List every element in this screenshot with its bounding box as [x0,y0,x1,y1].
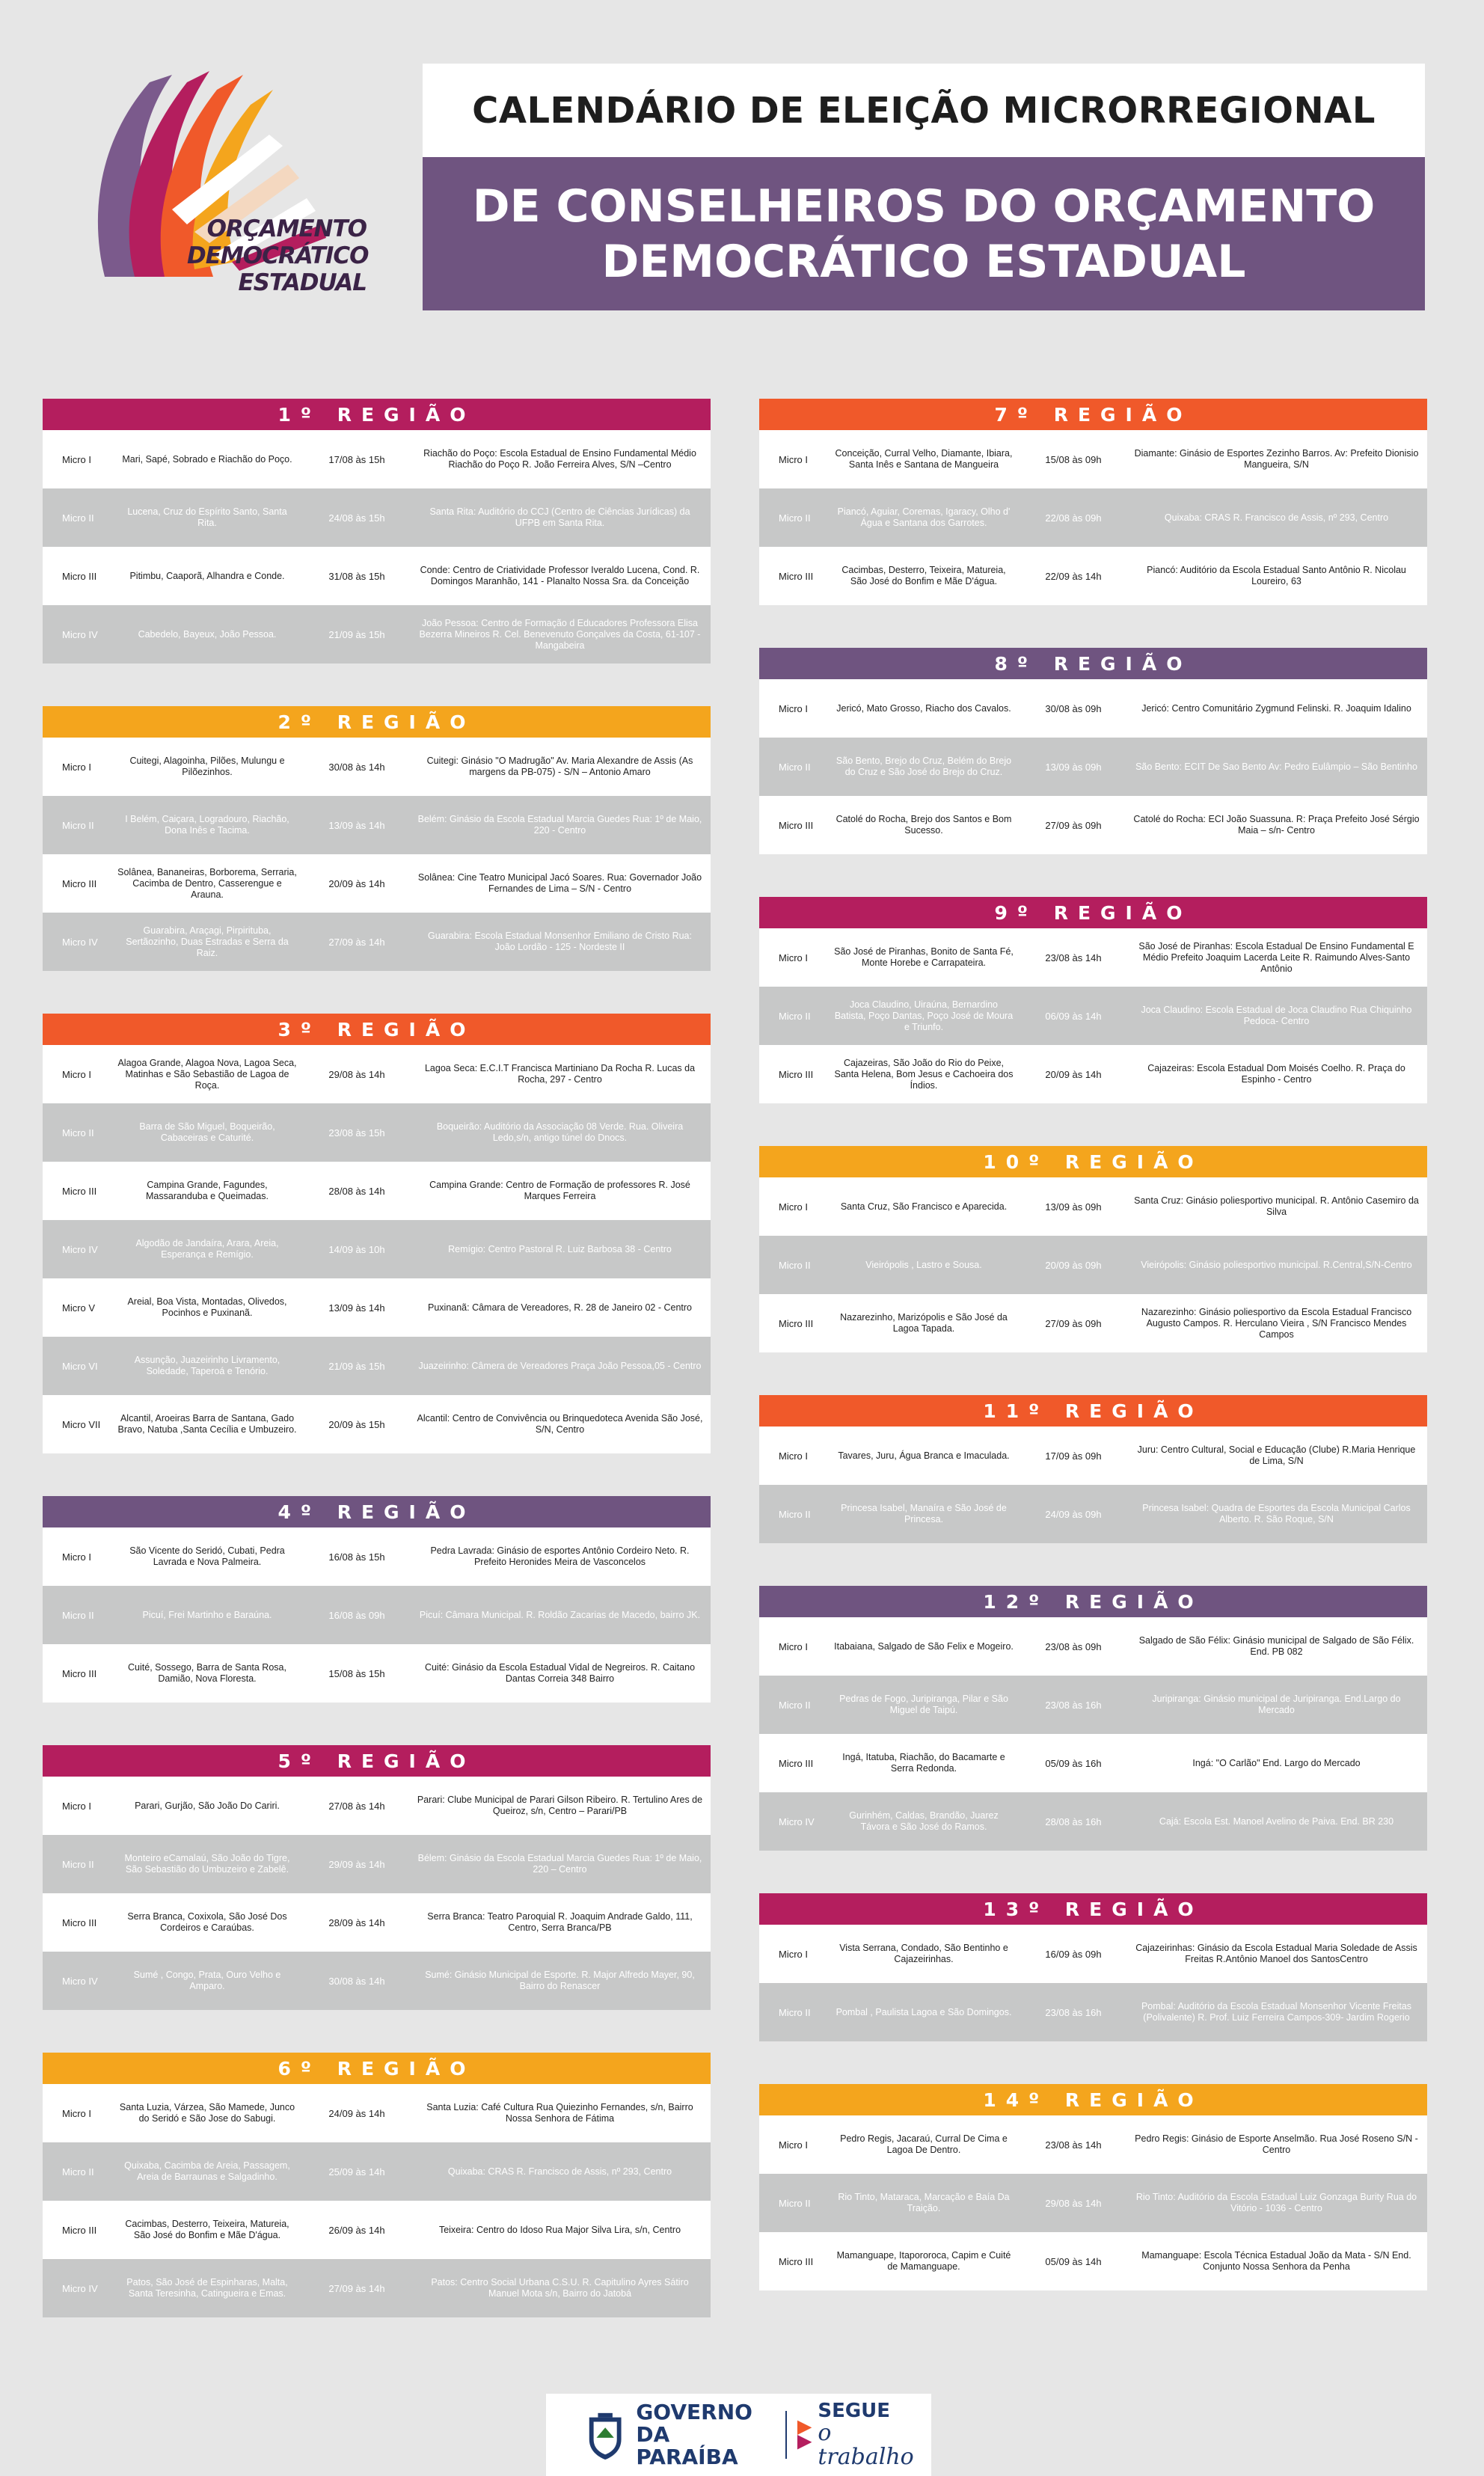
logo-line-2: DEMOCRÁTICO [187,242,369,269]
table-row [43,1777,711,1835]
date-cell: 20/09 às 15h [328,1418,385,1430]
cities-cell: Itabaiana, Salgado de São Felix e Mogeiro. [834,1640,1014,1652]
region-block [759,1146,1427,1352]
date-cell: 23/08 às 16h [1045,2006,1102,2018]
table-row [759,928,1427,987]
region-block [759,2084,1427,2290]
venue-cell: Puxinanã: Câmara de Vereadores, R. 28 de Janeiro 02 - Centro [428,1302,692,1313]
venue-cell: Patos: Centro Social Urbana C.S.U. R. Capitulino Ayres Sátiro Manuel Mota s/n, Bairro do Jatobá [431,2277,689,2299]
cities-cell: Nazarezinho, Marizópolis e São José da Lagoa Tapada. [840,1312,1008,1334]
segue-triangle-icon [797,2420,812,2450]
cities-cell: Alcantil, Aroeiras Barra de Santana, Gado Bravo, Natuba ,Santa Cecília e Umbuzeiro. [117,1413,297,1435]
gov-line-2: DA PARAÍBA [636,2422,738,2469]
cities-cell: Princesa Isabel, Manaíra e São José de Princesa. [841,1503,1007,1524]
micro-label: Micro I [779,1948,808,1960]
region-block [759,897,1427,1103]
micro-label: Micro III [779,1068,814,1080]
micro-label: Micro V [62,1302,96,1314]
date-cell: 28/08 às 16h [1045,1815,1102,1827]
table-row [759,430,1427,488]
title-top-band [423,64,1425,157]
venue-cell: Teixeira: Centro do Idoso Rua Major Silva Lira, s/n, Centro [438,2224,681,2235]
footer [546,2394,931,2476]
micro-label: Micro II [62,512,94,524]
region-block [43,399,711,664]
venue-cell: Quixaba: CRAS R. Francisco de Assis, nº 293, Centro [447,2166,672,2177]
date-cell: 23/08 às 14h [1045,952,1102,963]
micro-label: Micro III [62,570,97,582]
region-block [43,1745,711,2010]
cities-cell: Vista Serrana, Condado, São Bentinho e Cajazeirinhas. [839,1943,1008,1964]
micro-label: Micro III [779,570,814,582]
venue-cell: Ingá: "O Carlão" End. Largo do Mercado [1192,1757,1361,1768]
cities-cell: Tavares, Juru, Água Branca e Imaculada. [838,1450,1010,1461]
table-row [43,2201,711,2259]
micro-label: Micro III [779,2255,814,2267]
table-row [43,488,711,547]
venue-cell: Serra Branca: Teatro Paroquial R. Joaquim Andrade Galdo, 111, Centro, Serra Branca/PB [427,1911,693,1933]
cities-cell: Monteiro eCamalaú, São João do Tigre, São Sebastião do Umbuzeiro e Zabelê. [124,1853,290,1875]
micro-label: Micro I [779,453,808,465]
date-cell: 23/08 às 15h [328,1127,385,1139]
micro-label: Micro I [779,702,808,714]
segue-text [818,2400,931,2469]
region-header: 8º REGIÃO [759,648,1427,679]
region-block [759,1893,1427,2041]
date-cell: 20/09 às 09h [1045,1259,1102,1271]
region-header: 7º REGIÃO [759,399,1427,430]
micro-label: Micro III [62,877,97,889]
table-row [43,796,711,854]
cities-cell: São Vicente do Seridó, Cubati, Pedra Lavrada e Nova Palmeira. [129,1545,285,1567]
date-cell: 30/08 às 09h [1045,702,1102,714]
region-block [759,1395,1427,1543]
table-row [43,738,711,796]
cities-cell: São José de Piranhas, Bonito de Santa Fé, Monte Horebe e Carrapateira. [834,946,1014,968]
micro-label: Micro II [779,1699,811,1711]
venue-cell: Catolé do Rocha: ECI João Suassuna. R: Praça Prefeito José Sérgio Maia – s/n- Centro [1133,814,1420,836]
cities-cell: Pedro Regis, Jacaraú, Curral De Cima e Lagoa De Dentro. [840,2133,1008,2155]
venue-cell: São Bento: ECIT De Sao Bento Av: Pedro Eulâmpio – São Bentinho [1135,761,1417,772]
micro-label: Micro I [779,1640,808,1652]
cities-cell: Cuitegi, Alagoinha, Pilões, Mulungu e Pilõezinhos. [129,756,285,777]
date-cell: 27/09 às 09h [1045,1317,1102,1329]
date-cell: 28/08 às 14h [328,1185,385,1197]
table-row [43,1586,711,1644]
micro-label: Micro II [779,2006,811,2018]
cities-cell: Mari, Sapé, Sobrado e Riachão do Poço. [122,453,292,465]
venue-cell: Boqueirão: Auditório da Associação 08 Verde. Rua. Oliveira Ledo,s/n, antigo túnel do Dnocs. [436,1121,684,1143]
date-cell: 13/09 às 14h [328,1302,385,1314]
micro-label: Micro I [779,2139,808,2151]
cities-cell: Piancó, Aguiar, Coremas, Igaracy, Olho d' Água e Santana dos Garrotes. [837,506,1011,528]
region-block [759,648,1427,854]
micro-label: Micro IV [62,936,98,948]
title-bottom-line-2: DEMOCRÁTICO ESTADUAL [601,235,1246,288]
region-header: 1º REGIÃO [43,399,711,430]
table-row [43,1952,711,2010]
micro-label: Micro I [62,2107,91,2119]
region-block [43,1496,711,1703]
gov-text [636,2401,775,2469]
venue-cell: Bélem: Ginásio da Escola Estadual Marcia Guedes Rua: 1º de Maio, 220 – Centro [417,1853,702,1875]
micro-label: Micro III [779,1317,814,1329]
micro-label: Micro II [62,1127,94,1139]
micro-label: Micro I [62,761,91,773]
cities-cell: Lucena, Cruz do Espírito Santo, Santa Rita. [127,506,287,528]
table-row [43,1893,711,1952]
venue-cell: Pombal: Auditório da Escola Estadual Monsenhor Vicente Freitas (Polivalente) R. Prof. Luiz Ferreira Campos-309- Jardim Rogerio [1141,2001,1412,2023]
micro-label: Micro II [62,1858,94,1870]
micro-label: Micro II [62,2166,94,2178]
date-cell: 30/08 às 14h [328,761,385,773]
region-header: 10º REGIÃO [759,1146,1427,1177]
region-block [759,399,1427,605]
table-row [759,1236,1427,1294]
region-header: 6º REGIÃO [43,2053,711,2084]
cities-cell: Patos, São José de Espinharas, Malta, Santa Teresinha, Catingueira e Emas. [126,2277,288,2299]
cities-cell: Assunção, Juazeirinho Livramento, Soledade, Taperoá e Tenório. [134,1355,280,1376]
micro-label: Micro III [62,1667,97,1679]
micro-label: Micro IV [62,1975,98,1987]
table-row [43,913,711,971]
coat-of-arms-icon [583,2408,627,2462]
micro-label: Micro IV [62,628,98,640]
segue-line-2: o trabalho [818,2420,914,2470]
cities-cell: Sumé , Congo, Prata, Ouro Velho e Amparo. [133,1970,281,1991]
venue-cell: Pedra Lavrada: Ginásio de esportes Antônio Cordeiro Neto. R. Prefeito Heronides Meira de Vasconcelos [430,1545,690,1567]
cities-cell: Jericó, Mato Grosso, Riacho dos Cavalos. [836,702,1011,714]
venue-cell: Rio Tinto: Auditório da Escola Estadual Luiz Gonzaga Burity Rua do Vitório - 1036 - Centro [1135,2192,1417,2213]
table-row [43,2259,711,2317]
table-row [759,1792,1427,1851]
segue-line-1: SEGUE [818,2400,891,2422]
table-row [43,1278,711,1337]
cities-cell: Gurinhém, Caldas, Brandão, Juarez Távora e São José do Ramos. [849,1810,999,1832]
region-block [43,706,711,971]
table-row [759,1983,1427,2041]
cities-cell: Cacimbas, Desterro, Teixeira, Matureia, São José do Bonfim e Mãe D'água. [841,565,1006,586]
date-cell: 30/08 às 14h [328,1975,385,1987]
right-column [759,399,1427,2333]
cities-cell: São Bento, Brejo do Cruz, Belém do Brejo do Cruz e São José do Brejo do Cruz. [835,756,1012,777]
venue-cell: Juripiranga: Ginásio municipal de Juripiranga. End.Largo do Mercado [1152,1694,1401,1715]
region-header: 5º REGIÃO [43,1745,711,1777]
cities-cell: Picuí, Frei Martinho e Baraúna. [142,1609,272,1620]
date-cell: 24/09 às 14h [328,2107,385,2119]
date-cell: 22/09 às 14h [1045,570,1102,582]
table-row [43,1103,711,1162]
table-row [759,1427,1427,1485]
table-row [43,1337,711,1395]
table-row [43,854,711,913]
micro-label: Micro IV [779,1815,815,1827]
region-header: 11º REGIÃO [759,1395,1427,1427]
cities-cell: Pombal , Paulista Lagoa e São Domingos. [835,2006,1012,2017]
table-row [759,1676,1427,1734]
footer-divider [785,2411,787,2459]
micro-label: Micro III [62,1916,97,1928]
cities-cell: Conceição, Curral Velho, Diamante, Ibiara, Santa Inês e Santana de Mangueira [835,448,1013,470]
date-cell: 23/08 às 09h [1045,1640,1102,1652]
venue-cell: Riachão do Poço: Escola Estadual de Ensino Fundamental Médio Riachão do Poço R. João Ferreira Alves, S/N –Centro [423,448,696,470]
table-row [759,1925,1427,1983]
table-row [759,2115,1427,2174]
venue-cell: Cajazeirinhas: Ginásio da Escola Estadual Maria Soledade de Assis Freitas R.Antônio Manoel dos SantosCentro [1135,1943,1417,1964]
date-cell: 31/08 às 15h [328,570,385,582]
date-cell: 13/09 às 09h [1045,1201,1102,1213]
venue-cell: Cajá: Escola Est. Manoel Avelino de Paiva. End. BR 230 [1159,1815,1394,1827]
micro-label: Micro VI [62,1360,98,1372]
cities-cell: Cacimbas, Desterro, Teixeira, Matureia, São José do Bonfim e Mãe D'água. [125,2219,289,2240]
venue-cell: Salgado de São Félix: Ginásio municipal de Salgado de São Félix. End. PB 082 [1138,1635,1414,1657]
date-cell: 21/09 às 15h [328,628,385,640]
date-cell: 20/09 às 14h [328,877,385,889]
table-row [759,738,1427,796]
table-row [43,605,711,664]
table-row [759,796,1427,854]
micro-label: Micro II [779,1259,811,1271]
date-cell: 24/09 às 09h [1045,1508,1102,1520]
venue-cell: Cuité: Ginásio da Escola Estadual Vidal de Negreiros. R. Caitano Dantas Correia 348 Bairro [424,1662,696,1684]
cities-cell: I Belém, Caiçara, Logradouro, Riachão, Dona Inês e Tacima. [125,814,289,836]
date-cell: 21/09 às 15h [328,1360,385,1372]
table-row [43,1220,711,1278]
venue-cell: Guarabira: Escola Estadual Monsenhor Emiliano de Cristo Rua: João Lordão - 125 - Nordeste II [428,931,692,952]
left-column [43,399,711,2360]
date-cell: 17/09 às 09h [1045,1450,1102,1462]
cities-cell: Santa Luzia, Várzea, São Mamede, Junco do Seridó e São Jose do Sabugi. [119,2102,295,2124]
date-cell: 15/08 às 15h [328,1667,385,1679]
logo-text [187,215,367,296]
table-row [43,2142,711,2201]
region-header: 9º REGIÃO [759,897,1427,928]
table-row [43,1045,711,1103]
table-row [759,1177,1427,1236]
date-cell: 25/09 às 14h [328,2166,385,2178]
table-row [759,1045,1427,1103]
cities-cell: Guarabira, Araçagi, Pirpirituba, Sertãozinho, Duas Estradas e Serra da Raiz. [126,925,289,958]
cities-cell: Vieirópolis , Lastro e Sousa. [865,1259,982,1270]
cities-cell: Cuité, Sossego, Barra de Santa Rosa, Damião, Nova Floresta. [128,1662,286,1684]
venue-cell: Santa Luzia: Café Cultura Rua Quiezinho Fernandes, s/n, Bairro Nossa Senhora de Fátima [426,2102,693,2124]
date-cell: 26/09 às 14h [328,2224,385,2236]
micro-label: Micro IV [62,1243,98,1255]
table-row [759,2232,1427,2290]
cities-cell: Pedras de Fogo, Juripiranga, Pilar e São Miguel de Taipú. [839,1694,1008,1715]
date-cell: 13/09 às 09h [1045,761,1102,773]
venue-cell: Alcantil: Centro de Convivência ou Brinquedoteca Avenida São José, S/N, Centro [417,1413,703,1435]
cities-cell: Cajazeiras, São João do Rio do Peixe, Santa Helena, Bom Jesus e Cachoeira dos Índios. [834,1057,1014,1091]
micro-label: Micro II [62,819,94,831]
micro-label: Micro IV [62,2282,98,2294]
title-bottom-band [423,157,1425,310]
venue-cell: Santa Rita: Auditório do CCJ (Centro de Ciências Jurídicas) da UFPB em Santa Rita. [429,506,690,528]
date-cell: 27/09 às 14h [328,936,385,948]
venue-cell: Princesa Isabel: Quadra de Esportes da Escola Municipal Carlos Alberto. R. São Roque, S/N [1142,1503,1411,1524]
logo-line-3: ESTADUAL [238,269,367,296]
cities-cell: Joca Claudino, Uiraúna, Bernardino Batista, Poço Dantas, Poço José de Moura e Triunfo. [834,999,1014,1032]
micro-label: Micro I [62,1068,91,1080]
cities-cell: Campina Grande, Fagundes, Massaranduba e Queimadas. [146,1180,269,1201]
cities-cell: Catolé do Rocha, Brejo dos Santos e Bom Sucesso. [835,814,1012,836]
venue-cell: Cajazeiras: Escola Estadual Dom Moisés Coelho. R. Praça do Espinho - Centro [1147,1063,1405,1085]
region-header: 13º REGIÃO [759,1893,1427,1925]
cities-cell: Quixaba, Cacimba de Areia, Passagem, Areia de Barraunas e Salgadinho. [124,2160,290,2182]
date-cell: 27/09 às 14h [328,2282,385,2294]
region-block [759,1586,1427,1851]
venue-cell: Juazeirinho: Câmera de Vereadores Praça João Pessoa,05 - Centro [418,1360,702,1371]
date-cell: 16/08 às 15h [328,1551,385,1563]
table-row [759,1734,1427,1792]
micro-label: Micro II [779,512,811,524]
cities-cell: Ingá, Itatuba, Riachão, do Bacamarte e Serra Redonda. [842,1752,1005,1774]
table-row [759,1294,1427,1352]
table-row [759,1485,1427,1543]
micro-label: Micro II [779,2197,811,2209]
venue-cell: São José de Piranhas: Escola Estadual De Ensino Fundamental E Médio Prefeito Joaquim Lacerda Leite R. Raimundo Alves-Santo Antônio [1138,940,1414,974]
table-row [759,488,1427,547]
micro-label: Micro III [62,1185,97,1197]
date-cell: 16/09 às 09h [1045,1948,1102,1960]
date-cell: 29/08 às 14h [328,1068,385,1080]
table-row [43,2084,711,2142]
region-header: 3º REGIÃO [43,1014,711,1045]
region-header: 12º REGIÃO [759,1586,1427,1617]
table-row [759,1617,1427,1676]
cities-cell: Rio Tinto, Mataraca, Marcação e Baía Da Traição. [838,2192,1010,2213]
date-cell: 24/08 às 15h [328,512,385,524]
micro-label: Micro I [62,453,91,465]
micro-label: Micro I [779,1450,808,1462]
venue-cell: Jericó: Centro Comunitário Zygmund Felinski. R. Joaquim Idalino [1141,702,1411,714]
date-cell: 20/09 às 14h [1045,1068,1102,1080]
date-cell: 23/08 às 16h [1045,1699,1102,1711]
region-header: 4º REGIÃO [43,1496,711,1527]
micro-label: Micro II [779,761,811,773]
cities-cell: Algodão de Jandaíra, Arara, Areia, Esperança e Remígio. [135,1238,279,1260]
date-cell: 28/09 às 14h [328,1916,385,1928]
table-row [43,1527,711,1586]
venue-cell: Piancó: Auditório da Escola Estadual Santo Antônio R. Nicolau Loureiro, 63 [1147,565,1406,586]
venue-cell: Juru: Centro Cultural, Social e Educação (Clube) R.Maria Henrique de Lima, S/N [1137,1444,1416,1466]
venue-cell: Parari: Clube Municipal de Parari Gilson Ribeiro. R. Tertulino Ares de Queiroz, s/n, Centro – Parari/PB [417,1795,703,1816]
micro-label: Micro I [62,1551,91,1563]
micro-label: Micro III [779,1757,814,1769]
date-cell: 06/09 às 14h [1045,1010,1102,1022]
title-box [423,64,1425,310]
venue-cell: Belém: Ginásio da Escola Estadual Marcia Guedes Rua: 1º de Maio, 220 - Centro [417,814,702,836]
venue-cell: Lagoa Seca: E.C.I.T Francisca Martiniano Da Rocha R. Lucas da Rocha, 297 - Centro [424,1063,696,1085]
date-cell: 13/09 às 14h [328,819,385,831]
region-header: 14º REGIÃO [759,2084,1427,2115]
cities-cell: Pitimbu, Caaporã, Alhandra e Conde. [129,570,285,581]
venue-cell: Sumé: Ginásio Municipal de Esporte. R. Major Alfredo Mayer, 90, Bairro do Renascer [425,1970,695,1991]
title-top: CALENDÁRIO DE ELEIÇÃO MICRORREGIONAL [472,89,1376,132]
venue-cell: Vieirópolis: Ginásio poliesportivo municipal. R.Central,S/N-Centro [1141,1259,1412,1270]
table-row [43,430,711,488]
date-cell: 05/09 às 16h [1045,1757,1102,1769]
venue-cell: Quixaba: CRAS R. Francisco de Assis, nº 293, Centro [1164,512,1389,523]
date-cell: 27/09 às 09h [1045,819,1102,831]
micro-label: Micro II [779,1508,811,1520]
gov-line-1: GOVERNO [636,2400,752,2424]
cities-cell: Parari, Gurjão, São João Do Cariri. [135,1800,280,1811]
table-row [759,987,1427,1045]
date-cell: 23/08 às 14h [1045,2139,1102,2151]
cities-cell: Mamanguape, Itapororoca, Capim e Cuité de Mamanguape. [836,2250,1011,2272]
date-cell: 29/09 às 14h [328,1858,385,1870]
table-row [43,1162,711,1220]
venue-cell: Cuitegi: Ginásio "O Madrugão" Av. Maria Alexandre de Assis (As margens da PB-075) - S/N – Antonio Amaro [426,756,693,777]
table-row [43,1644,711,1703]
venue-cell: Joca Claudino: Escola Estadual de Joca Claudino Rua Chiquinho Pedoca- Centro [1141,1005,1412,1026]
cities-cell: Alagoa Grande, Alagoa Nova, Lagoa Seca, Matinhas e São Sebastião de Lagoa de Roça. [117,1057,297,1091]
venue-cell: Solânea: Cine Teatro Municipal Jacó Soares. Rua: Governador João Fernandes de Lima – S/N - Centro [417,872,702,894]
date-cell: 16/08 às 09h [328,1609,385,1621]
table-row [43,1395,711,1453]
region-block [43,2053,711,2317]
venue-cell: Picuí: Câmara Municipal. R. Roldão Zacarias de Macedo, bairro JK. [419,1609,701,1620]
micro-label: Micro I [779,952,808,963]
venue-cell: Nazarezinho: Ginásio poliesportivo da Escola Estadual Francisco Augusto Campos. R. Herculano Vieira , S/N Francisco Mendes Campos [1141,1306,1412,1340]
table-row [759,2174,1427,2232]
micro-label: Micro I [62,1800,91,1812]
venue-cell: Diamante: Ginásio de Esportes Zezinho Barros. Av: Prefeito Dionisio Mangueira, S/N [1134,448,1419,470]
venue-cell: João Pessoa: Centro de Formação d Educadores Professora Elisa Bezerra Mineiros R. Cel. Benevenuto Gonçalves da Costa, 61-107 - Mangabeira [419,617,701,651]
table-row [43,1835,711,1893]
micro-label: Micro I [779,1201,808,1213]
date-cell: 17/08 às 15h [328,453,385,465]
region-header: 2º REGIÃO [43,706,711,738]
cities-cell: Barra de São Miguel, Boqueirão, Cabaceiras e Caturité. [139,1121,275,1143]
cities-cell: Cabedelo, Bayeux, João Pessoa. [138,628,277,640]
venue-cell: Conde: Centro de Criatividade Professor Iveraldo Lucena, Cond. R. Domingos Maranhão, 141 - Planalto Nossa Sra. da Conceição [420,565,700,586]
cities-cell: Solânea, Bananeiras, Borborema, Serraria, Cacimba de Dentro, Casserengue e Arauna. [117,866,297,900]
table-row [43,547,711,605]
venue-cell: Mamanguape: Escola Técnica Estadual João da Mata - S/N End. Conjunto Nossa Senhora da Penha [1141,2250,1411,2272]
table-row [759,679,1427,738]
title-bottom-line-1: DE CONSELHEIROS DO ORÇAMENTO [472,180,1376,233]
venue-cell: Remígio: Centro Pastoral R. Luiz Barbosa 38 - Centro [448,1243,672,1254]
table-row [759,547,1427,605]
date-cell: 15/08 às 09h [1045,453,1102,465]
date-cell: 05/09 às 14h [1045,2255,1102,2267]
cities-cell: Areial, Boa Vista, Montadas, Olivedos, Pocinhos e Puxinanã. [127,1296,287,1318]
date-cell: 14/09 às 10h [328,1243,385,1255]
micro-label: Micro VII [62,1418,101,1430]
micro-label: Micro III [62,2224,97,2236]
micro-label: Micro II [62,1609,94,1621]
venue-cell: Santa Cruz: Ginásio poliesportivo municipal. R. Antônio Casemiro da Silva [1134,1195,1419,1217]
date-cell: 27/08 às 14h [328,1800,385,1812]
region-block [43,1014,711,1453]
venue-cell: Campina Grande: Centro de Formação de professores R. José Marques Ferreira [429,1180,690,1201]
cities-cell: Santa Cruz, São Francisco e Aparecida. [840,1201,1008,1212]
logo-line-1: ORÇAMENTO [206,215,367,242]
micro-label: Micro II [779,1010,811,1022]
micro-label: Micro III [779,819,814,831]
date-cell: 22/08 às 09h [1045,512,1102,524]
cities-cell: Serra Branca, Coxixola, São José Dos Cordeiros e Caraúbas. [127,1911,287,1933]
date-cell: 29/08 às 14h [1045,2197,1102,2209]
venue-cell: Pedro Regis: Ginásio de Esporte Anselmão. Rua José Roseno S/N - Centro [1135,2133,1418,2155]
